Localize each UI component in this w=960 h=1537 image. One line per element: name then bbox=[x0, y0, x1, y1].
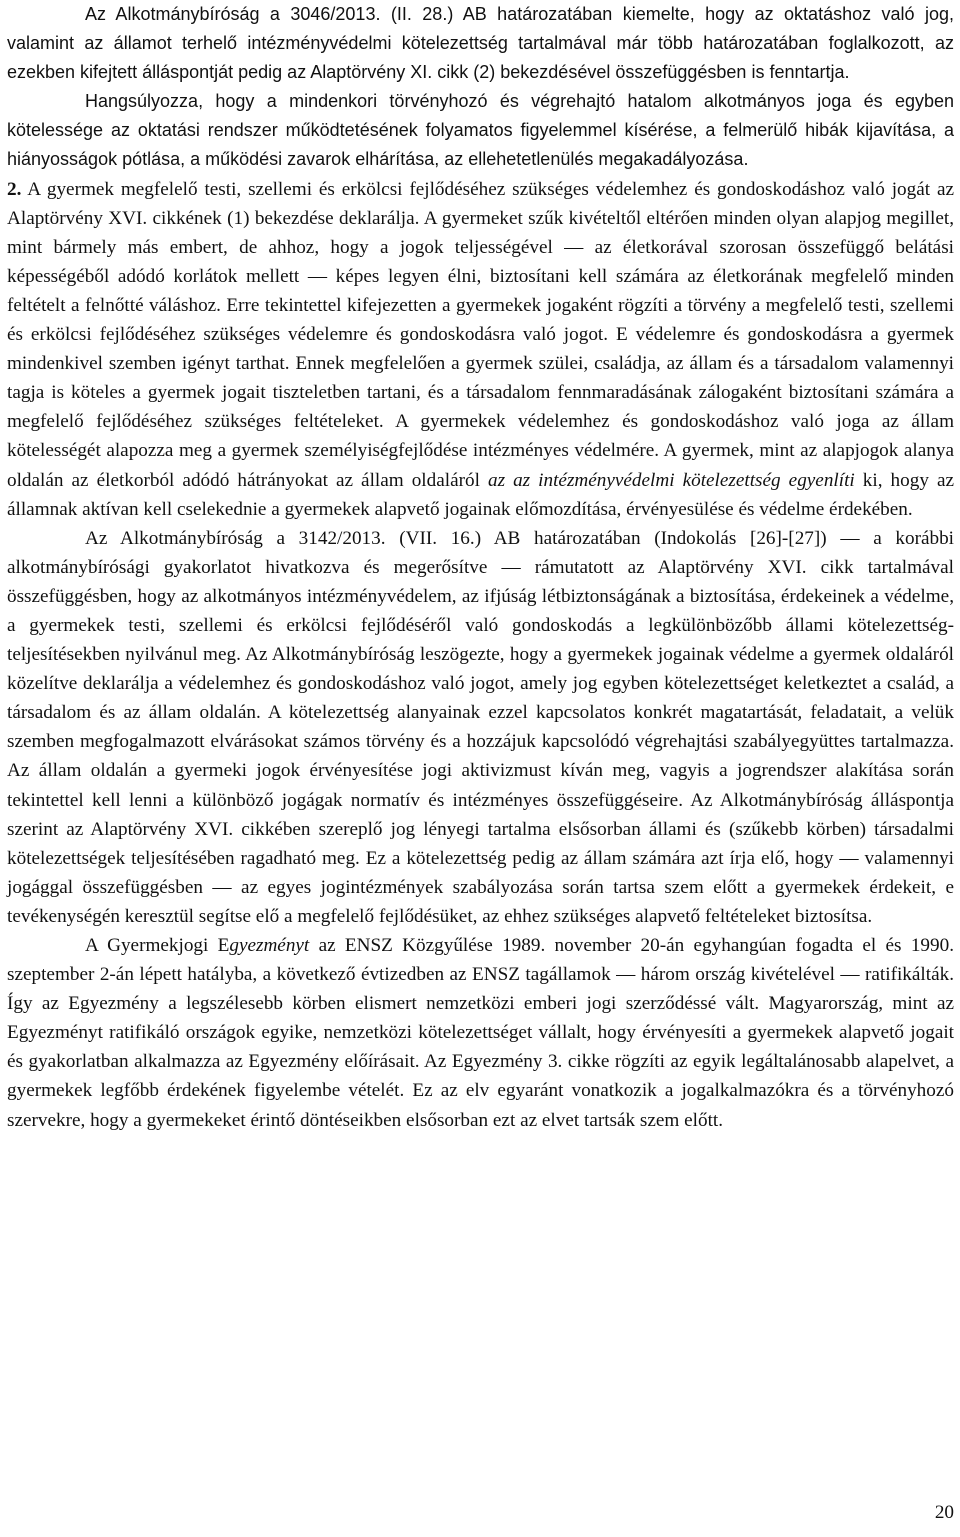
paragraph-5 bbox=[7, 931, 954, 1135]
paragraph-2: Hangsúlyozza, hogy a mindenkori törvényhozó és végrehajtó hatalom alkotmányos joga és egyben kötelessége az oktatási rendszer működtetésének folyamatos figyelemmel kísérése, a felmerülő hibák kijavítása, a hiányosságok pótlása, a működési zavarok elhárítása, az ellehetetlenülés megakadályozása. bbox=[7, 91, 954, 170]
paragraph-3-text-a: A gyermek megfelelő testi, szellemi és erkölcsi fejlődéséhez szükséges védelemhez és gondoskodáshoz való jogát az Alaptörvény XVI. cikkének (1) bekezdése deklarálja. A gyermeket szűk kivételtől eltérően minden olyan alapjog megillet, mint bármely más embert, de ahhoz, hogy a jogok teljességével — az életkorával szorosan összefüggő belátási képességéből adódó korlátok mellett — képes legyen élni, biztosítani kell számára az életkorának megfelelő minden feltételt a felnőtté váláshoz. Erre tekintettel kifejezetten a gyermekek jogaként rögzíti a törvény a megfelelő testi, szellemi és erkölcsi fejlődéséhez szükséges védelemre és gondoskodásra való jogot. E védelemre és gondoskodásra a gyermek mindenkivel szemben igényt tarthat. Ennek megfelelően a gyermek szülei, családja, az állam és a társadalom valamennyi tagja is köteles a gyermek jogait tiszteletben tartani, és a társadalom fennmaradásának zálogaként biztosítani számára a megfelelő fejlődéséhez szükséges feltételeket. A gyermekek védelemhez és gondoskodáshoz való joga az állam kötelességét alapozza meg a gyermek személyiségfejlődése intézményes védelmére. A gyermek, mint az alapjogok alanya oldalán az életkorból adódó hátrányokat az állam oldaláról bbox=[7, 178, 954, 491]
page-number: 20 bbox=[934, 1502, 954, 1523]
paragraph-5-italic: gyezményt bbox=[229, 935, 310, 956]
paragraph-3-text-b: ki, hogy az államnak aktívan kell cselekednie a gyermekek alapvető jogainak előmozdítása, érvényesülése és védelme érdekében. bbox=[7, 469, 955, 520]
paragraph-5-text-b: az ENSZ Közgyűlése 1989. november 20-án egyhangúan fogadta el és 1990. szeptember 2-án lépett hatályba, a következő évtizedben az ENSZ tagállamok — három ország kivételével — ratifikálták. Így az Egyezmény a legszélesebb körben elismert nemzetközi emberi jogi szerződéssé vált. Magyarország, mint az Egyezményt ratifikáló országok egyike, nemzetközi kötelezettséget vállalt, hogy érvényesíti a gyermekek alapvető jogait és gyakorlatban alkalmazza az Egyezmény előírásait. Az Egyezmény 3. cikke rögzíti az egyik legáltalánosabb alapelvet, a gyermekek legfőbb érdekének figyelembe vételét. Ez az elv egyaránt vonatkozik a jogalkalmazókra és a törvényhozó szervekre, hogy a gyermekeket érintő döntéseikben elsősorban ezt az elvet tartsák szem előtt. bbox=[7, 935, 954, 1131]
paragraph-5-text-a: A Gyermekjogi E bbox=[85, 935, 230, 956]
paragraph-1: Az Alkotmánybíróság a 3046/2013. (II. 28.) AB határozatában kiemelte, hogy az oktatáshoz való jog, valamint az államot terhelő intézményvédelmi kötelezettség tartalmával már több határozatában foglalkozott, az ezekben kifejtett álláspontját pedig az Alaptörvény XI. cikk (2) bekezdésével összefüggésben is fenntartja. bbox=[7, 4, 954, 83]
paragraph-3 bbox=[7, 175, 954, 524]
paragraph-4: Az Alkotmánybíróság a 3142/2013. (VII. 16.) AB határozatában (Indokolás [26]-[27]) — a korábbi alkotmánybírósági gyakorlatot hivatkozva és megerősítve — rámutatott az Alaptörvény XVI. cikk tartalmával összefüggésben, hogy az alkotmányos intézményvédelem, az ifjúság létbiztonságának a biztosítása, érdekeinek a védelme, a gyermekek testi, szellemi és erkölcsi fejlődéséről való gondoskodás a legkülönbözőbb állami kötelezettség-teljesítésekben nyilvánul meg. Az Alkotmánybíróság leszögezte, hogy a gyermekek jogainak védelme a gyermek oldaláról közelítve deklarálja a védelemhez és gondoskodáshoz való jogot, amely jog egyben kötelezettséget keletkeztet a család, a társadalom és az állam oldalán. A kötelezettség alanyainak ezzel kapcsolatos konkrét magatartását, feladatait, a velük szemben megfogalmazott elvárásokat számos törvény és a hozzájuk kapcsolódó végrehajtási szabályegyüttes tartalmazza. Az állam oldalán a gyermeki jogok érvényesítése jogi aktivizmust kíván meg, vagyis a jogrendszer alakítása során tekintettel kell lenni a különböző jogágak normatív és intézményes összefüggéseire. Az Alkotmánybíróság álláspontja szerint az Alaptörvény XVI. cikkében szereplő jog lényegi tartalma elsősorban állami és (szűkebb körben) társadalmi kötelezettségek teljesítésében ragadható meg. Ez a kötelezettség pedig az állam számára azt írja elő, hogy — valamennyi jogággal összefüggésben — az egyes jogintézmények szabályozása során tartsa szem előtt a gyermekek érdekeit, e tevékenységén keresztül segítse elő a megfelelő fejlődésüket, az ehhez szükséges alapvető feltételeket biztosítsa. bbox=[7, 527, 954, 927]
document-page bbox=[7, 0, 954, 1135]
section-number: 2. bbox=[7, 178, 22, 200]
paragraph-3-italic: az az intézményvédelmi kötelezettség egyenlíti bbox=[487, 469, 855, 491]
